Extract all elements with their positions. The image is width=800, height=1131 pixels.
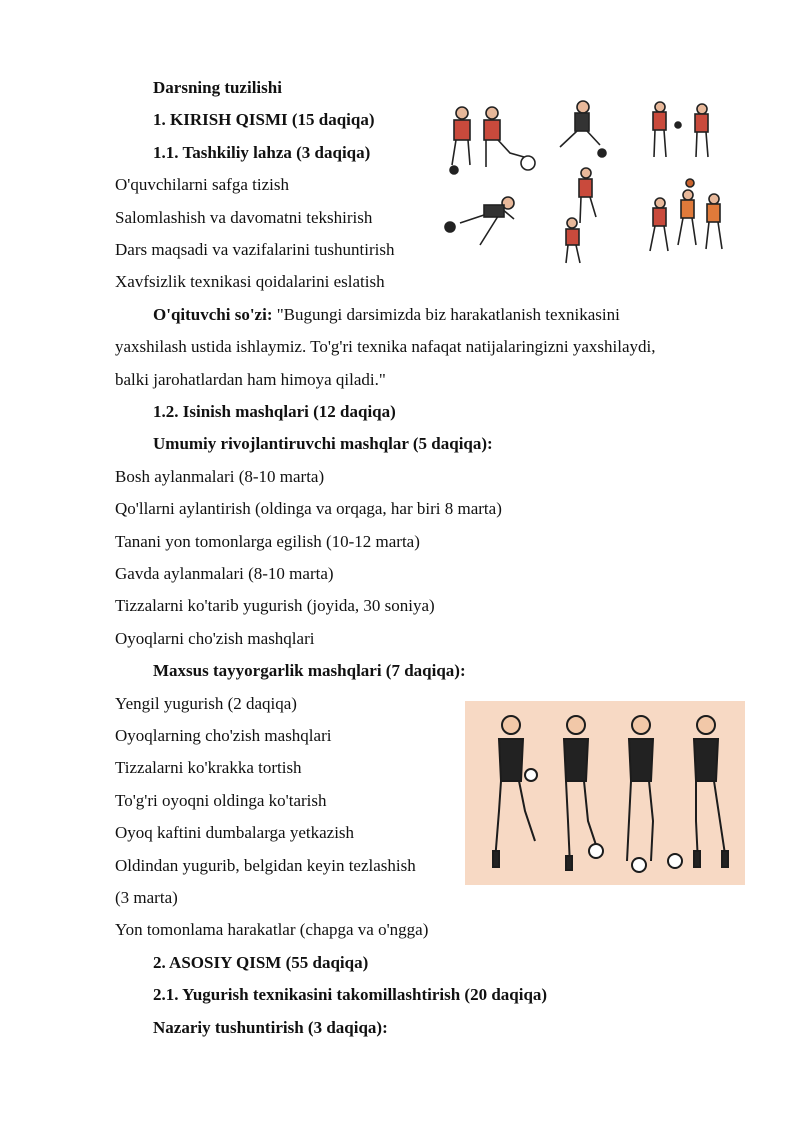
- line-text: Nazariy tushuntirish (3 daqiqa):: [153, 1017, 388, 1037]
- line-text: Salomlashish va davomatni tekshirish: [115, 207, 373, 227]
- line-text: Oyoq kaftini dumbalarga yetkazish: [115, 823, 355, 843]
- text-line: [115, 758, 302, 778]
- text-line: [115, 856, 416, 876]
- text-line: [153, 305, 620, 325]
- line-text: 1.1. Tashkiliy lahza (3 daqiqa): [153, 142, 371, 162]
- text-line: [115, 791, 327, 811]
- speaker-label: O'qituvchi so'zi:: [153, 304, 273, 324]
- line-text: O'quvchilarni safga tizish: [115, 175, 289, 195]
- line-text: yaxshilash ustida ishlaymiz. To'g'ri texnika nafaqat natijalaringizni yaxshilaydi,: [115, 337, 656, 357]
- line-text: Yengil yugurish (2 daqiqa): [115, 693, 297, 713]
- line-text: Dars maqsadi va vazifalarini tushuntirish: [115, 240, 395, 259]
- text-line: [153, 110, 375, 130]
- line-text: Gavda aylanmalari (8-10 marta): [115, 564, 334, 583]
- text-line: [153, 1018, 388, 1038]
- text-line: [115, 629, 314, 649]
- line-text: 1.2. Isinish mashqlari (12 daqiqa): [153, 402, 396, 421]
- text-line: [115, 596, 435, 616]
- line-text: (3 marta): [115, 888, 178, 907]
- line-text: Tizzalarni ko'tarib yugurish (joyida, 30 soniya): [115, 596, 435, 616]
- line-text: To'g'ri oyoqni oldinga ko'tarish: [115, 790, 327, 810]
- text-line: [115, 272, 385, 292]
- text-line: [153, 661, 466, 681]
- text-line: [115, 564, 334, 584]
- football-kick-sequence-illustration: [465, 701, 745, 885]
- text-line: [115, 726, 331, 746]
- line-text: Bosh aylanmalari (8-10 marta): [115, 466, 325, 486]
- text-line: [115, 920, 428, 940]
- text-line: [115, 823, 354, 843]
- text-line: [115, 694, 297, 714]
- text-line: [153, 143, 370, 163]
- text-line: [153, 402, 396, 422]
- text-line: [115, 370, 386, 390]
- text-line: [115, 467, 324, 487]
- line-text: 1. KIRISH QISMI (15 daqiqa): [153, 110, 375, 130]
- text-line: [115, 337, 655, 357]
- text-line: [115, 240, 394, 260]
- line-text: Umumiy rivojlantiruvchi mashqlar (5 daqiqa):: [153, 434, 493, 454]
- text-line: [115, 888, 178, 908]
- line-text: Tizzalarni ko'krakka tortish: [115, 758, 302, 778]
- line-text: Qo'llarni aylantirish (oldinga va orqaga, har biri 8 marta): [115, 499, 502, 519]
- line-text: Oyoqlarni cho'zish mashqlari: [115, 628, 315, 648]
- text-line: [153, 78, 282, 98]
- line-text: Xavfsizlik texnikasi qoidalarini eslatish: [115, 272, 385, 292]
- line-text: Darsning tuzilishi: [153, 78, 282, 97]
- text-line: [115, 532, 420, 552]
- line-text: 2.1. Yugurish texnikasini takomillashtirish (20 daqiqa): [153, 985, 548, 1005]
- line-text: Maxsus tayyorgarlik mashqlari (7 daqiqa):: [153, 661, 466, 681]
- text-line: [153, 434, 493, 454]
- line-text: Yon tomonlama harakatlar (chapga va o'ngga): [115, 920, 429, 940]
- line-text: Oldindan yugurib, belgidan keyin tezlashish: [115, 855, 416, 875]
- line-text: balki jarohatlardan ham himoya qiladi.": [115, 369, 386, 389]
- text-line: [115, 499, 502, 519]
- line-text: Tanani yon tomonlarga egilish (10-12 marta): [115, 531, 420, 551]
- line-text: "Bugungi darsimizda biz harakatlanish texnikasini: [272, 304, 620, 324]
- line-text: 2. ASOSIY QISM (55 daqiqa): [153, 952, 369, 972]
- text-line: [115, 208, 372, 228]
- football-players-illustration: [440, 95, 740, 267]
- line-text: Oyoqlarning cho'zish mashqlari: [115, 726, 332, 745]
- text-line: [153, 985, 547, 1005]
- text-line: [153, 953, 368, 973]
- text-line: [115, 175, 289, 195]
